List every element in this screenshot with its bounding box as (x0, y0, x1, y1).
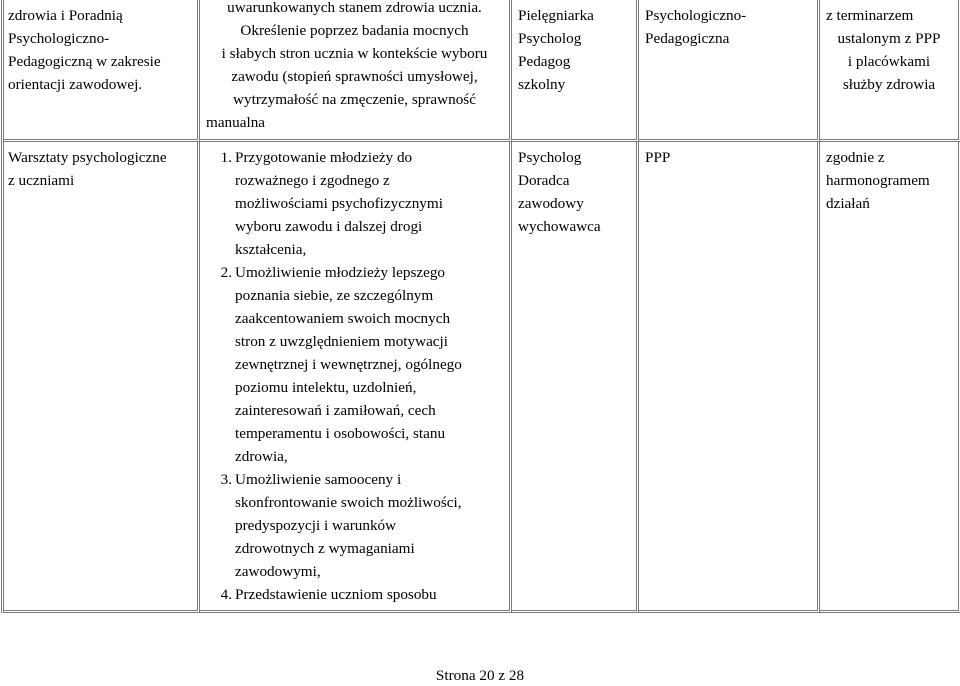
text-line: harmonogramem (826, 172, 930, 189)
table-row (4, 0, 960, 142)
text-line: Pedagogiczną w zakresie (8, 53, 161, 70)
goals-cell (200, 142, 512, 613)
goal-item (206, 146, 503, 261)
text-line: kształcenia, (235, 241, 307, 258)
text-line: Umożliwienie samooceny i (235, 471, 402, 488)
text-line: Psycholog (518, 149, 582, 166)
text-line: Warsztaty psychologiczne (8, 149, 167, 166)
goal-item (206, 583, 503, 606)
text-line: orientacji zawodowej. (8, 76, 143, 93)
list-number: 1. (220, 149, 232, 166)
text-line: skonfrontowanie swoich możliwości, (235, 494, 462, 511)
text-line: ustalonym z PPP (837, 30, 941, 47)
description-cell (200, 0, 512, 142)
cooperation-cell (639, 0, 820, 142)
text-line: wyboru zawodu i dalszej drogi (235, 218, 423, 235)
text-line: Pedagog (518, 53, 571, 70)
responsible-cell (512, 142, 639, 613)
text-line: Przedstawienie uczniom sposobu (235, 586, 437, 603)
form-cell (4, 0, 200, 142)
text-line: rozważnego i zgodnego z (235, 172, 390, 189)
text-line: zawodowymi, (235, 563, 321, 580)
cooperation-cell (639, 142, 820, 613)
text-line: zdrowia i Poradnią (8, 7, 123, 24)
page-number: Strona 20 z 28 (435, 667, 525, 684)
goal-item (206, 261, 503, 468)
text-line: predyspozycji i warunków (235, 517, 397, 534)
text-line: zainteresowań i zamiłowań, cech (235, 402, 436, 419)
list-number: 3. (220, 471, 232, 488)
table-row (4, 142, 960, 613)
document-table (1, 0, 960, 613)
text-line: Pielęgniarka (518, 7, 594, 24)
text-line: zgodnie z (826, 149, 885, 166)
text-line: z uczniami (8, 172, 75, 189)
text-line: Psychologiczno- (8, 30, 110, 47)
text-line: z terminarzem (826, 7, 914, 24)
text-line: Umożliwienie młodzieży lepszego (235, 264, 446, 281)
responsible-cell (512, 0, 639, 142)
text-line: służby zdrowia (842, 76, 936, 93)
text-line: zdrowotnych z wymaganiami (235, 540, 415, 557)
text-line: Psychologiczno- (645, 7, 747, 24)
text-line: zawodu (stopień sprawności umysłowej, (231, 68, 478, 85)
list-number: 2. (220, 264, 232, 281)
text-line: stron z uwzględnieniem motywacji (235, 333, 448, 350)
text-line: poznania siebie, ze szczególnym (235, 287, 434, 304)
text-line: szkolny (518, 76, 566, 93)
text-line: Określenie poprzez badania mocnych (240, 22, 469, 39)
text-line: uwarunkowanych stanem zdrowia ucznia. (227, 0, 482, 16)
list-number: 4. (220, 586, 232, 603)
deadline-cell (820, 142, 960, 613)
text-line: Przygotowanie młodzieży do (235, 149, 413, 166)
text-line: Pedagogiczna (645, 30, 730, 47)
text-line: Doradca (518, 172, 570, 189)
text-line: Psycholog (518, 30, 582, 47)
form-cell (4, 142, 200, 613)
text-line: wytrzymałość na zmęczenie, sprawność (233, 91, 476, 108)
text-line: zdrowia, (235, 448, 288, 465)
goal-item (206, 468, 503, 583)
text-line: i słabych stron ucznia w kontekście wyboru (221, 45, 488, 62)
text-line: możliwościami psychofizycznymi (235, 195, 443, 212)
text-line: zaakcentowaniem swoich mocnych (235, 310, 451, 327)
text-line: zawodowy (518, 195, 584, 212)
text-line: PPP (645, 149, 671, 166)
text-line: wychowawca (518, 218, 601, 235)
text-line: działań (826, 195, 870, 212)
deadline-cell (820, 0, 960, 142)
text-line: poziomu intelektu, uzdolnień, (235, 379, 417, 396)
text-line: zewnętrznej i wewnętrznej, ogólnego (235, 356, 462, 373)
goals-list (206, 146, 503, 606)
text-line: manualna (206, 114, 266, 131)
text-line: temperamentu i osobowości, stanu (235, 425, 446, 442)
text-line: i placówkami (847, 53, 931, 70)
